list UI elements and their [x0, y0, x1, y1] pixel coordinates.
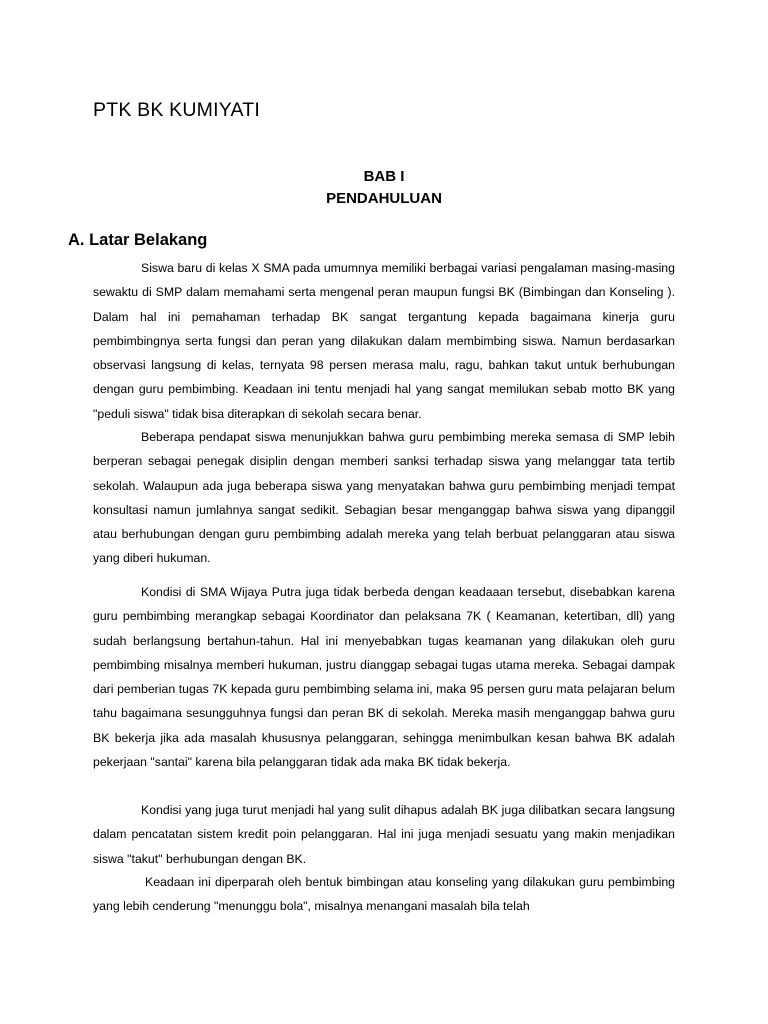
document-title: PTK BK KUMIYATI	[93, 99, 260, 121]
section-heading: A. Latar Belakang	[68, 231, 208, 249]
paragraph	[93, 425, 675, 571]
paragraph-text: Siswa baru di kelas X SMA pada umumnya memiliki berbagai variasi pengalaman masing-masing sewaktu di SMP dalam memahami serta mengenal peran maupun fungsi BK (Bimbingan dan Konseling ). Dalam hal ini pemahaman terhadap BK sangat tergantung kepada bagaimana kinerja guru pembimbingnya serta fungsi dan peran yang dilakukan dalam membimbing siswa. Namun berdasarkan observasi langsung di kelas, ternyata 98 persen merasa malu, ragu, bahkan takut untuk berhubungan dengan guru pembimbing. Keadaan ini tentu menjadi hal yang sangat memilukan sebab motto BK yang "peduli siswa" tidak bisa diterapkan di sekolah secara benar.	[93, 261, 675, 421]
paragraph-text: Keadaan ini diperparah oleh bentuk bimbingan atau konseling yang dilakukan guru pembimbing yang lebih cenderung "menunggu bola", misalnya menangani masalah bila telah	[93, 875, 675, 914]
chapter-number: BAB I	[363, 168, 405, 185]
paragraph-text: Beberapa pendapat siswa menunjukkan bahwa guru pembimbing mereka semasa di SMP lebih berperan sebagai penegak disiplin dengan memberi sanksi terhadap siswa yang melanggar tata tertib sekolah. Walaupun ada juga beberapa siswa yang menyatakan bahwa guru pembimbing menjadi tempat konsultasi namun jumlahnya sangat sedikit. Sebagian besar menganggap bahwa siswa yang dipanggil atau berhubungan dengan guru pembimbing adalah mereka yang telah berbuat pelanggaran atau siswa yang diberi hukuman.	[93, 430, 675, 566]
chapter-title: PENDAHULUAN	[326, 190, 442, 207]
paragraph-text: Kondisi di SMA Wijaya Putra juga tidak berbeda dengan keadaaan tersebut, disebabkan karena guru pembimbing merangkap sebagai Koordinator dan pelaksana 7K ( Keamanan, ketertiban, dll) yang sudah berlangsung bertahun-tahun. Hal ini menyebabkan tugas keamanan yang dilakukan oleh guru pembimbing misalnya memberi hukuman, justru dianggap sebagai tugas utama mereka. Sebagai dampak dari pemberian tugas 7K kepada guru pembimbing selama ini, maka 95 persen guru mata pelajaran belum tahu bagaimana sesungguhnya fungsi dan peran BK di sekolah. Mereka masih menganggap bahwa guru BK bekerja jika ada masalah khususnya pelanggaran, sehingga menimbulkan kesan bahwa BK adalah pekerjaan "santai" karena bila pelanggaran tidak ada maka BK tidak bekerja.	[93, 585, 675, 770]
paragraph-text: Kondisi yang juga turut menjadi hal yang sulit dihapus adalah BK juga dilibatkan secara langsung dalam pencatatan sistem kredit poin pelanggaran. Hal ini juga menjadi sesuatu yang makin menjadikan siswa "takut" berhubungan dengan BK.	[93, 803, 675, 866]
paragraph	[93, 256, 675, 426]
paragraph	[93, 870, 675, 919]
paragraph	[93, 798, 675, 871]
paragraph	[93, 580, 675, 774]
